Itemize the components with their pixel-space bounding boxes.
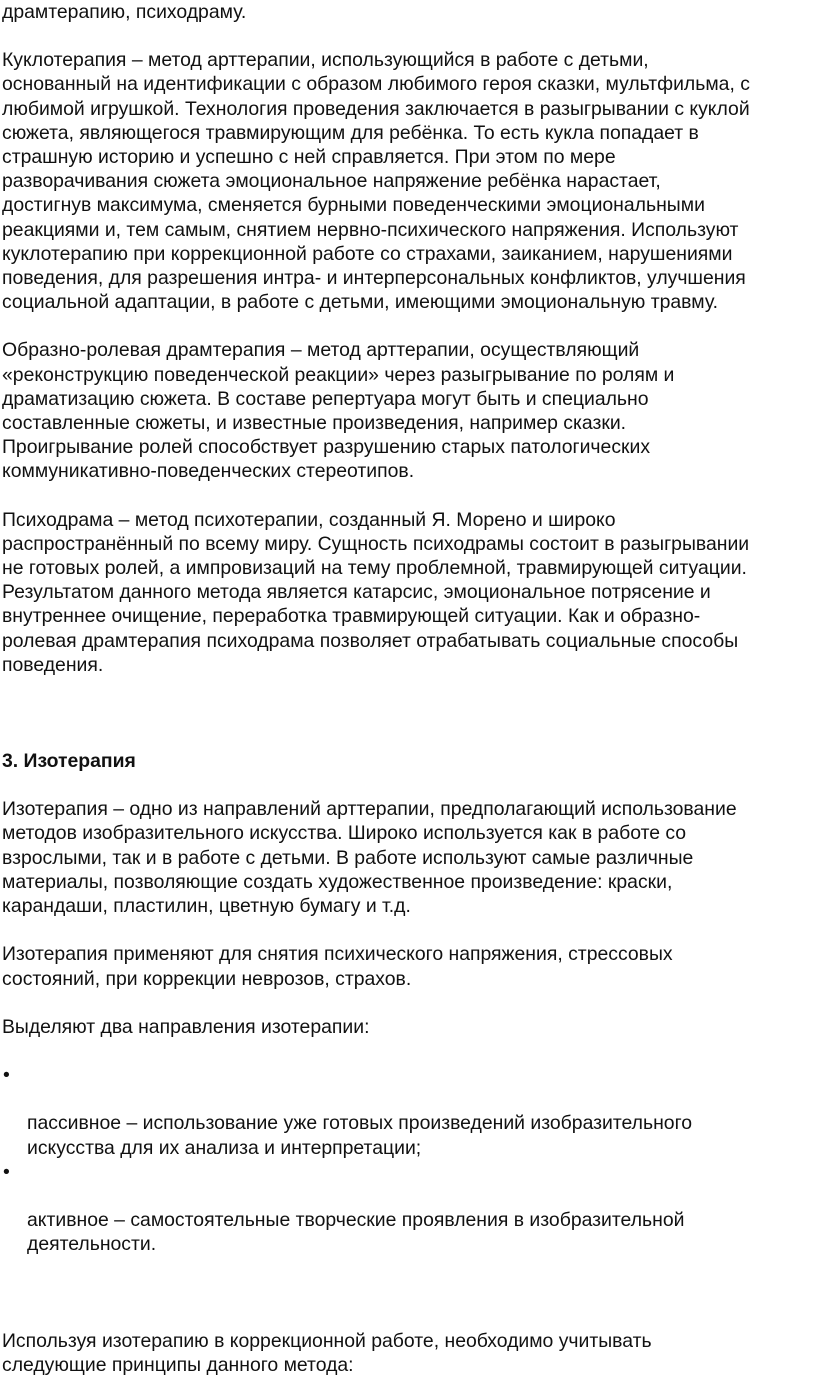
paragraph-gap (2, 918, 816, 942)
list-item (2, 1160, 816, 1257)
list-item-text: активное – самостоятельные творческие проявления в изобразительной деятельности. (27, 1209, 685, 1256)
directions-list (2, 1063, 816, 1257)
bullet-icon: • (3, 1160, 10, 1183)
section-heading: 3. Изотерапия (2, 750, 136, 773)
list-item (2, 1063, 816, 1160)
paragraph-role-drama: Образно-ролевая драмтерапия – метод арттерапии, осуществляющий «реконструкцию поведенческой реакции» через разыгрывание по ролям и драматизацию сюжета. В составе репертуара могут быть и специально составленные сюжеты, и известные произведения, например сказки. Проигрывание ролей способствует разрушению старых патологических коммуникативно-поведенческих стереотипов. (2, 339, 675, 483)
paragraph-iso-usage: Изотерапия применяют для снятия психического напряжения, стрессовых состояний, при коррекции неврозов, страхов. (2, 943, 673, 990)
paragraph-closing: Используя изотерапию в коррекционной работе, необходимо учитывать следующие принципы данного метода: (2, 1329, 652, 1376)
paragraph-iso-directions-intro: Выделяют два направления изотерапии: (2, 1015, 370, 1038)
paragraph-gap (2, 773, 816, 797)
section-gap (2, 677, 816, 749)
list-item-text: пассивное – использование уже готовых произведений изобразительного искусства для их анализа и интерпретации; (27, 1112, 693, 1159)
text-fragment-top: драмтерапию, психодраму. (2, 1, 247, 23)
paragraph-iso-definition: Изотерапия – одно из направлений арттерапии, предполагающий использование методов изобразительного искусства. Широко используется как в работе со взрослыми, так и в работе с детьми. В работе используют самые различные материалы, позволяющие создать художественное произведение: краски, карандаши, пластилин, цветную бумагу и т.д. (2, 798, 737, 918)
paragraph-gap (2, 484, 816, 508)
paragraph-gap (2, 314, 816, 338)
paragraph-puppet-therapy: Куклотерапия – метод арттерапии, использующийся в работе с детьми, основанный на идентификации с образом любимого героя сказки, мультфильма, с любимой игрушкой. Технология проведения заключается в разыгрывании с куклой сюжета, являющегося травмирующим для ребёнка. То есть кукла попадает в страшную историю и успешно с ней справляется. При этом по мере разворачивания сюжета эмоциональное напряжение ребёнка нарастает, достигнув максимума, сменяется бурными поведенческими эмоциональными реакциями и, тем самым, снятием нервно-психического напряжения. Используют куклотерапию при коррекционной работе со страхами, заиканием, нарушениями поведения, для разрешения интра- и интерперсональных конфликтов, улучшения социальной адаптации, в работе с детьми, имеющими эмоциональную травму. (2, 49, 750, 314)
paragraph-gap (2, 1039, 816, 1063)
paragraph-psychodrama: Психодрама – метод психотерапии, созданный Я. Морено и широко распространённый по всему миру. Сущность психодрамы состоит в разыгрывании не готовых ролей, а импровизаций на тему проблемной, травмирующей ситуации. Результатом данного метода является катарсис, эмоциональное потрясение и внутреннее очищение, переработка травмирующей ситуации. Как и образно- ролевая драмтерапия психодрама позволяет отрабатывать социальные способы поведения. (2, 508, 750, 676)
section-gap (2, 1257, 816, 1329)
paragraph-gap (2, 991, 816, 1015)
bullet-icon: • (3, 1063, 10, 1086)
paragraph-gap (2, 24, 816, 48)
